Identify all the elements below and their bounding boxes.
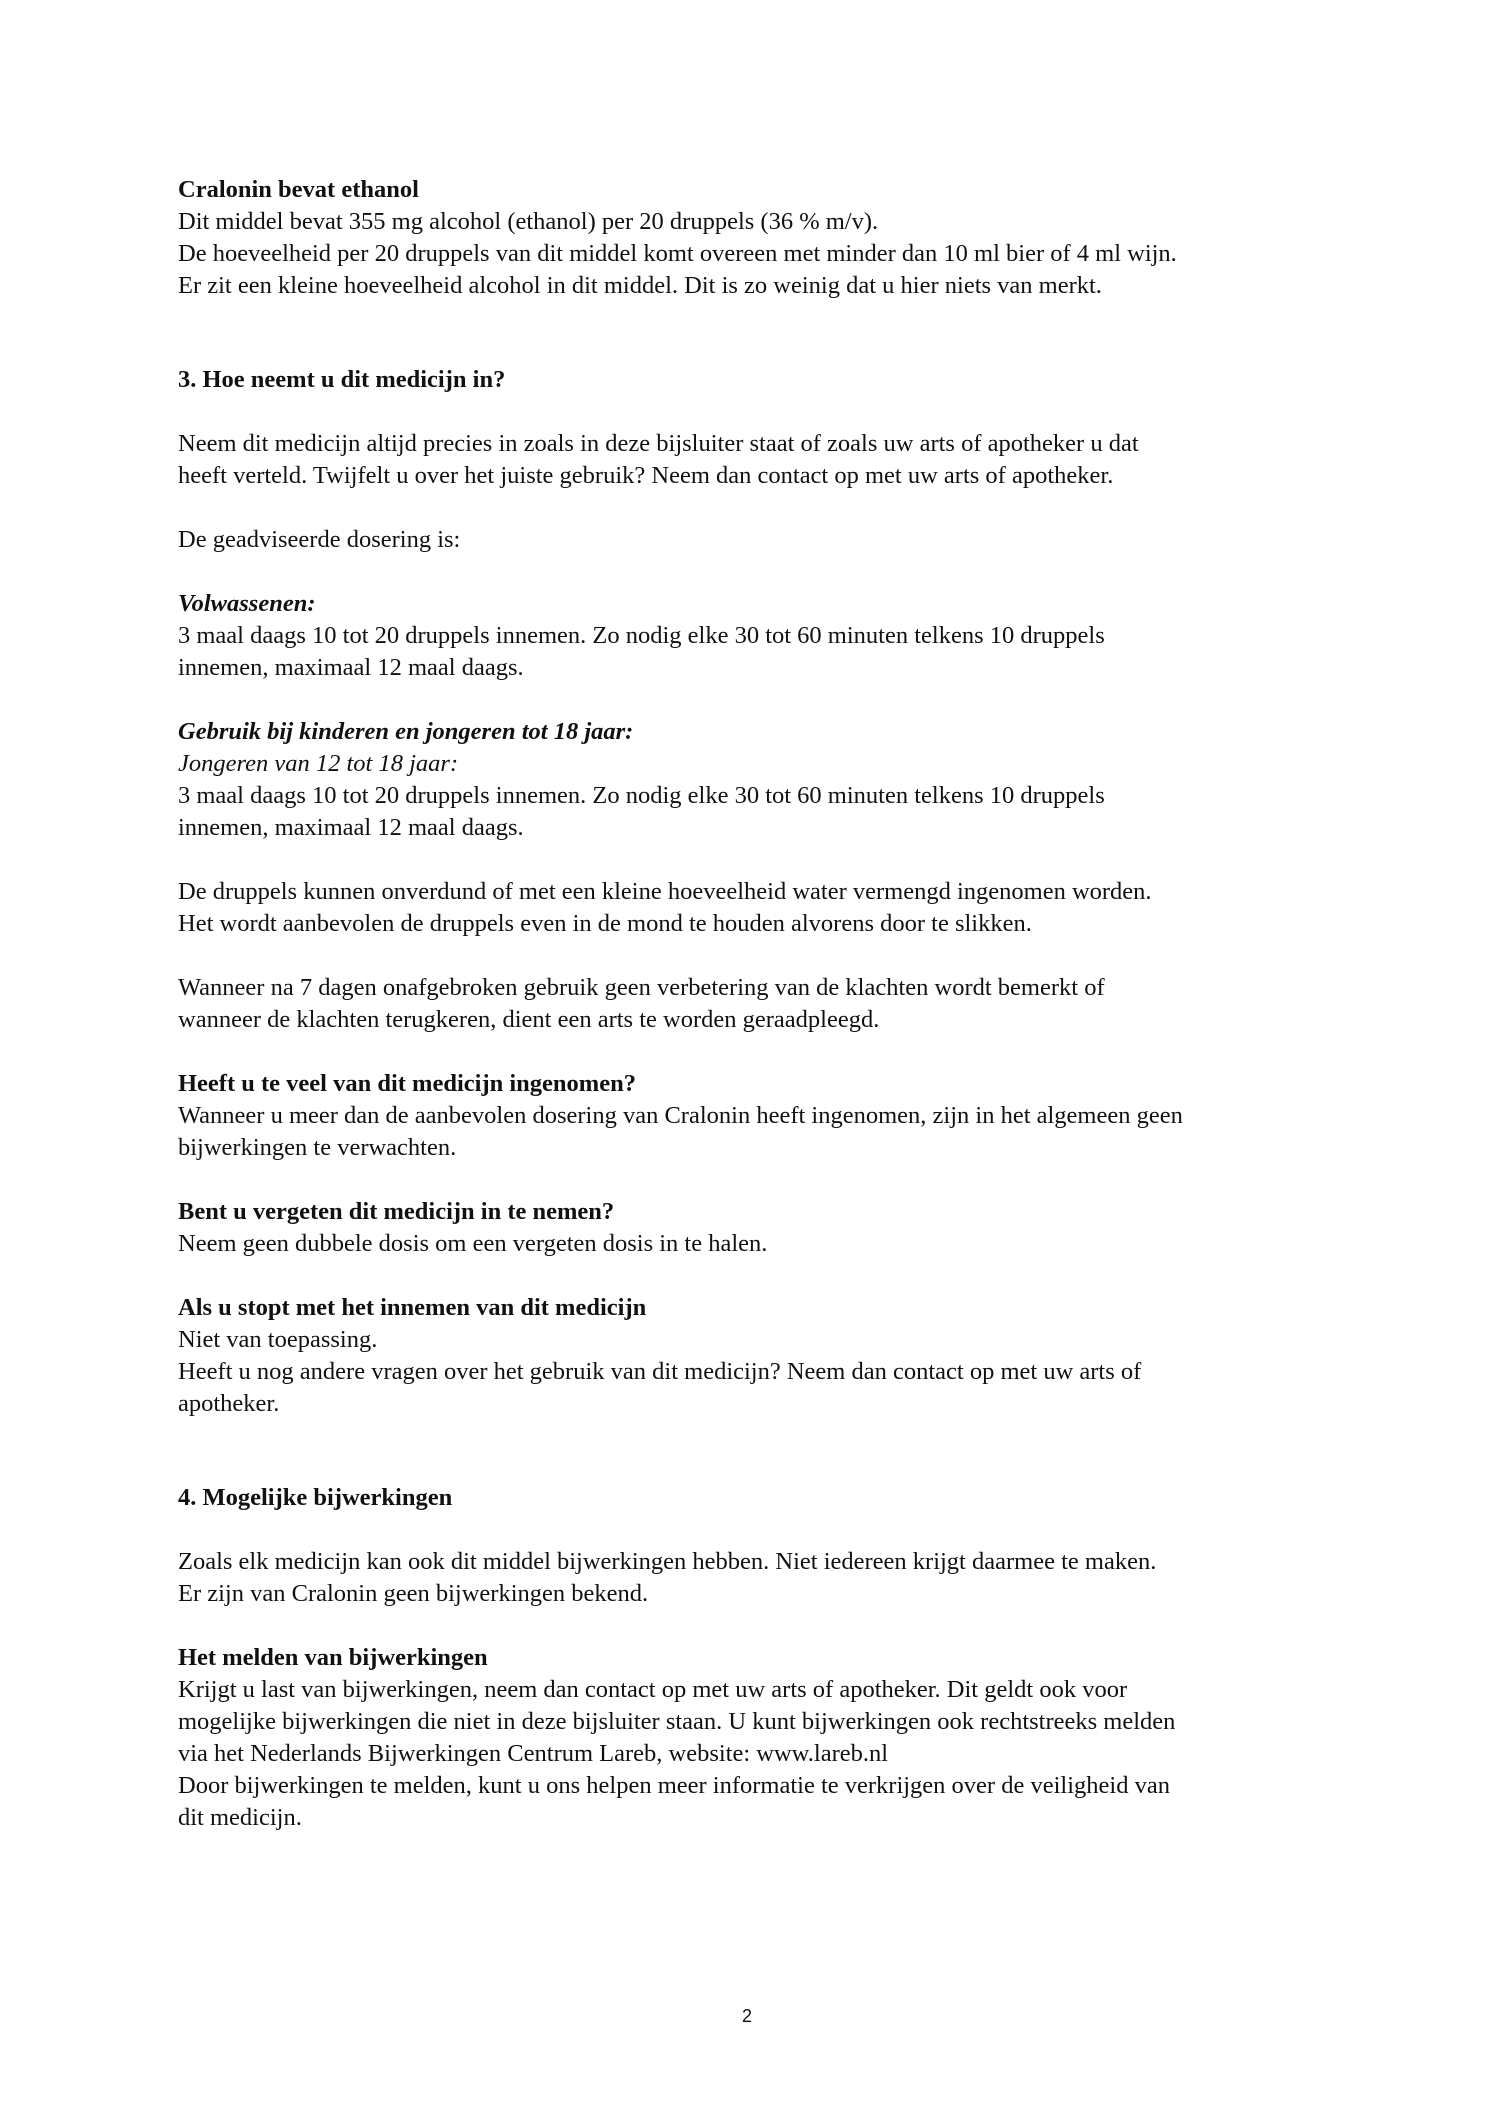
report-line: via het Nederlands Bijwerkingen Centrum Lareb, website: www.lareb.nl <box>178 1740 889 1767</box>
page-number: 2 <box>741 2006 752 2026</box>
doctor-line: Wanneer na 7 dagen onafgebroken gebruik geen verbetering van de klachten wordt bemerkt of <box>178 974 1105 1001</box>
ethanol-heading: Cralonin bevat ethanol <box>178 176 419 203</box>
drops-line: Het wordt aanbevolen de druppels even in de mond te houden alvorens door te slikken. <box>178 910 1032 937</box>
stop-line: apotheker. <box>178 1390 280 1417</box>
section-3-heading: 3. Hoe neemt u dit medicijn in? <box>178 366 506 393</box>
stop-line: Niet van toepassing. <box>178 1326 378 1353</box>
youth-line: innemen, maximaal 12 maal daags. <box>178 814 524 841</box>
report-heading: Het melden van bijwerkingen <box>178 1644 488 1671</box>
report-line: dit medicijn. <box>178 1804 302 1831</box>
youth-subheading: Jongeren van 12 tot 18 jaar: <box>178 750 459 777</box>
document-page <box>178 174 1348 1834</box>
ethanol-line: Er zit een kleine hoeveelheid alcohol in dit middel. Dit is zo weinig dat u hier niets van merkt. <box>178 272 1102 299</box>
section-3-intro-line: heeft verteld. Twijfelt u over het juiste gebruik? Neem dan contact op met uw arts of apotheker. <box>178 462 1114 489</box>
forgot-heading: Bent u vergeten dit medicijn in te nemen? <box>178 1198 615 1225</box>
adults-line: 3 maal daags 10 tot 20 druppels innemen. Zo nodig elke 30 tot 60 minuten telkens 10 druppels <box>178 622 1105 649</box>
report-line: mogelijke bijwerkingen die niet in deze bijsluiter staan. U kunt bijwerkingen ook rechtstreeks melden <box>178 1708 1176 1735</box>
stop-heading: Als u stopt met het innemen van dit medicijn <box>178 1294 647 1321</box>
youth-line: 3 maal daags 10 tot 20 druppels innemen. Zo nodig elke 30 tot 60 minuten telkens 10 druppels <box>178 782 1105 809</box>
section-4-intro-line: Er zijn van Cralonin geen bijwerkingen bekend. <box>178 1580 649 1607</box>
section-4-heading: 4. Mogelijke bijwerkingen <box>178 1484 453 1511</box>
overdose-line: Wanneer u meer dan de aanbevolen dosering van Cralonin heeft ingenomen, zijn in het algemeen geen <box>178 1102 1183 1129</box>
drops-line: De druppels kunnen onverdund of met een kleine hoeveelheid water vermengd ingenomen worden. <box>178 878 1152 905</box>
children-heading: Gebruik bij kinderen en jongeren tot 18 jaar: <box>178 718 634 745</box>
overdose-heading: Heeft u te veel van dit medicijn ingenomen? <box>178 1070 636 1097</box>
dosage-intro: De geadviseerde dosering is: <box>178 526 461 553</box>
stop-line: Heeft u nog andere vragen over het gebruik van dit medicijn? Neem dan contact op met uw arts of <box>178 1358 1142 1385</box>
overdose-line: bijwerkingen te verwachten. <box>178 1134 457 1161</box>
adults-heading: Volwassenen: <box>178 590 316 617</box>
section-3-intro-line: Neem dit medicijn altijd precies in zoals in deze bijsluiter staat of zoals uw arts of apotheker u dat <box>178 430 1139 457</box>
adults-line: innemen, maximaal 12 maal daags. <box>178 654 524 681</box>
report-line: Krijgt u last van bijwerkingen, neem dan contact op met uw arts of apotheker. Dit geldt ook voor <box>178 1676 1128 1703</box>
ethanol-line: Dit middel bevat 355 mg alcohol (ethanol) per 20 druppels (36 % m/v). <box>178 208 879 235</box>
forgot-line: Neem geen dubbele dosis om een vergeten dosis in te halen. <box>178 1230 768 1257</box>
doctor-line: wanneer de klachten terugkeren, dient een arts te worden geraadpleegd. <box>178 1006 880 1033</box>
section-4-intro-line: Zoals elk medicijn kan ook dit middel bijwerkingen hebben. Niet iedereen krijgt daarmee te maken. <box>178 1548 1157 1575</box>
report-line: Door bijwerkingen te melden, kunt u ons helpen meer informatie te verkrijgen over de veiligheid van <box>178 1772 1170 1799</box>
ethanol-line: De hoeveelheid per 20 druppels van dit middel komt overeen met minder dan 10 ml bier of 4 ml wijn. <box>178 240 1177 267</box>
